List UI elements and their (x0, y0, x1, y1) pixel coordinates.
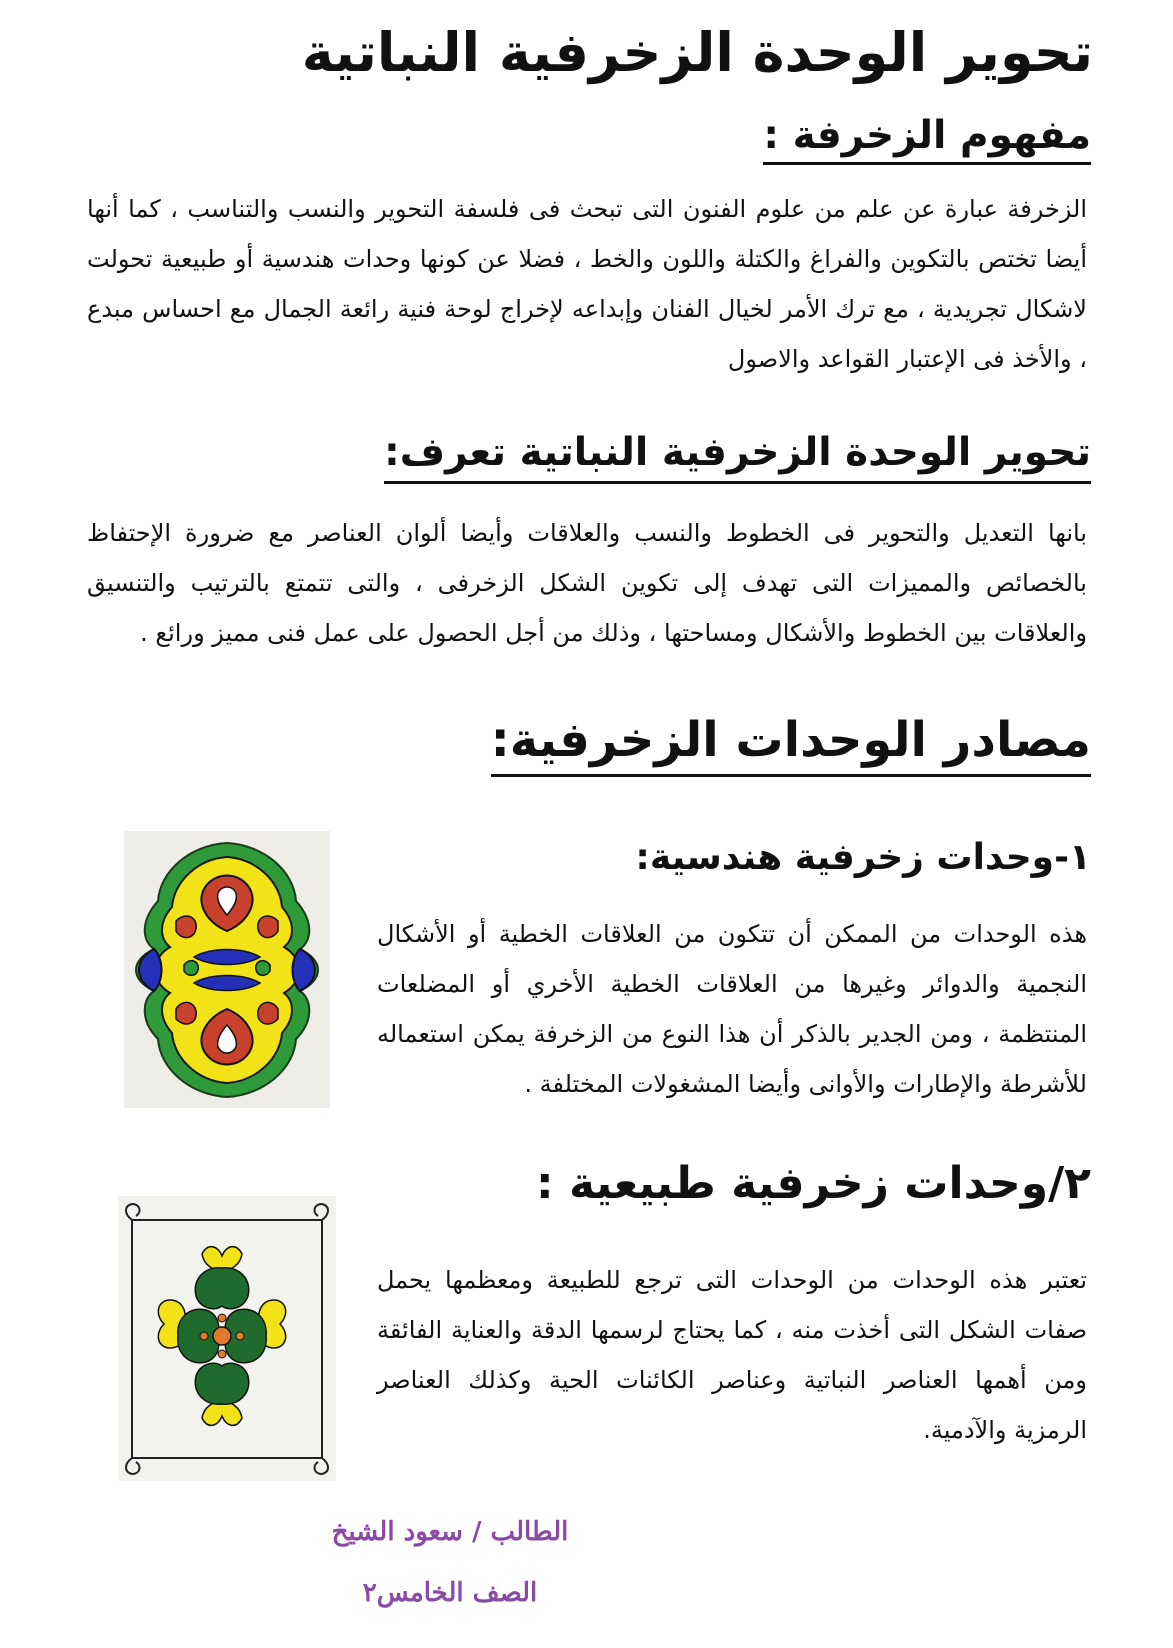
natural-ornament-image (118, 1196, 336, 1481)
concept-paragraph: الزخرفة عبارة عن علم من علوم الفنون التى تبحث فى فلسفة التحوير والنسب والتناسب ، كما أنها أيضا تختص بالتكوين والفراغ والكتلة واللون والخط ، فضلا عن كونها وحدات هندسية أو طبيعية تحولت لاشكال تجريدية ، مع ترك الأمر لخيال الفنان وإبداعه لإخراج لوحة فنية رائعة الجمال مع احساس مبدع ، والأخذ فى الإعتبار القواعد والاصول (87, 195, 1087, 373)
definition-heading: تحوير الوحدة الزخرفية النباتية تعرف: (384, 430, 1091, 484)
student-grade: الصف الخامس٢ (362, 1578, 538, 1608)
geometric-units-paragraph: هذه الوحدات من الممكن أن تتكون من العلاقات الخطية أو الأشكال النجمية والدوائر وغيرها من العلاقات الخطية الأخري أو المضلعات المنتظمة ، ومن الجدير بالذكر أن هذا النوع من الزخرفة يمكن استعماله للأشرطة والإطارات والأوانى وأيضا المشغولات المختلفة . (377, 920, 1087, 1098)
page-title: تحوير الوحدة الزخرفية النباتية (301, 21, 1093, 84)
geometric-ornament-drawing (124, 831, 330, 1108)
geometric-ornament-image (124, 831, 330, 1108)
sources-heading: مصادر الوحدات الزخرفية: (491, 712, 1091, 777)
natural-units-paragraph: تعتبر هذه الوحدات من الوحدات التى ترجع للطبيعة ومعظمها يحمل صفات الشكل التى أخذت منه ، كما يحتاج لرسمها الدقة والعناية الفائقة ومن أهمها العناصر النباتية وعناصر الكائنات الحية وكذلك العناصر الرمزية والآدمية. (377, 1266, 1087, 1444)
student-name: الطالب / سعود الشيخ (331, 1517, 569, 1547)
definition-paragraph: بانها التعديل والتحوير فى الخطوط والنسب والعلاقات وأيضا ألوان العناصر مع ضرورة الإحتفاظ بالخصائص والمميزات التى تهدف إلى تكوين الشكل الزخرفى ، والتى تتمتع بالترتيب والتنسيق والعلاقات بين الخطوط والأشكال ومساحتها ، وذلك من أجل الحصول على عمل فنى مميز ورائع . (87, 519, 1087, 647)
natural-units-heading: ٢/وحدات زخرفية طبيعية : (536, 1158, 1091, 1209)
natural-ornament-drawing (118, 1196, 336, 1481)
geometric-units-heading: ١-وحدات زخرفية هندسية: (635, 837, 1091, 878)
concept-heading: مفهوم الزخرفة : (763, 113, 1091, 165)
